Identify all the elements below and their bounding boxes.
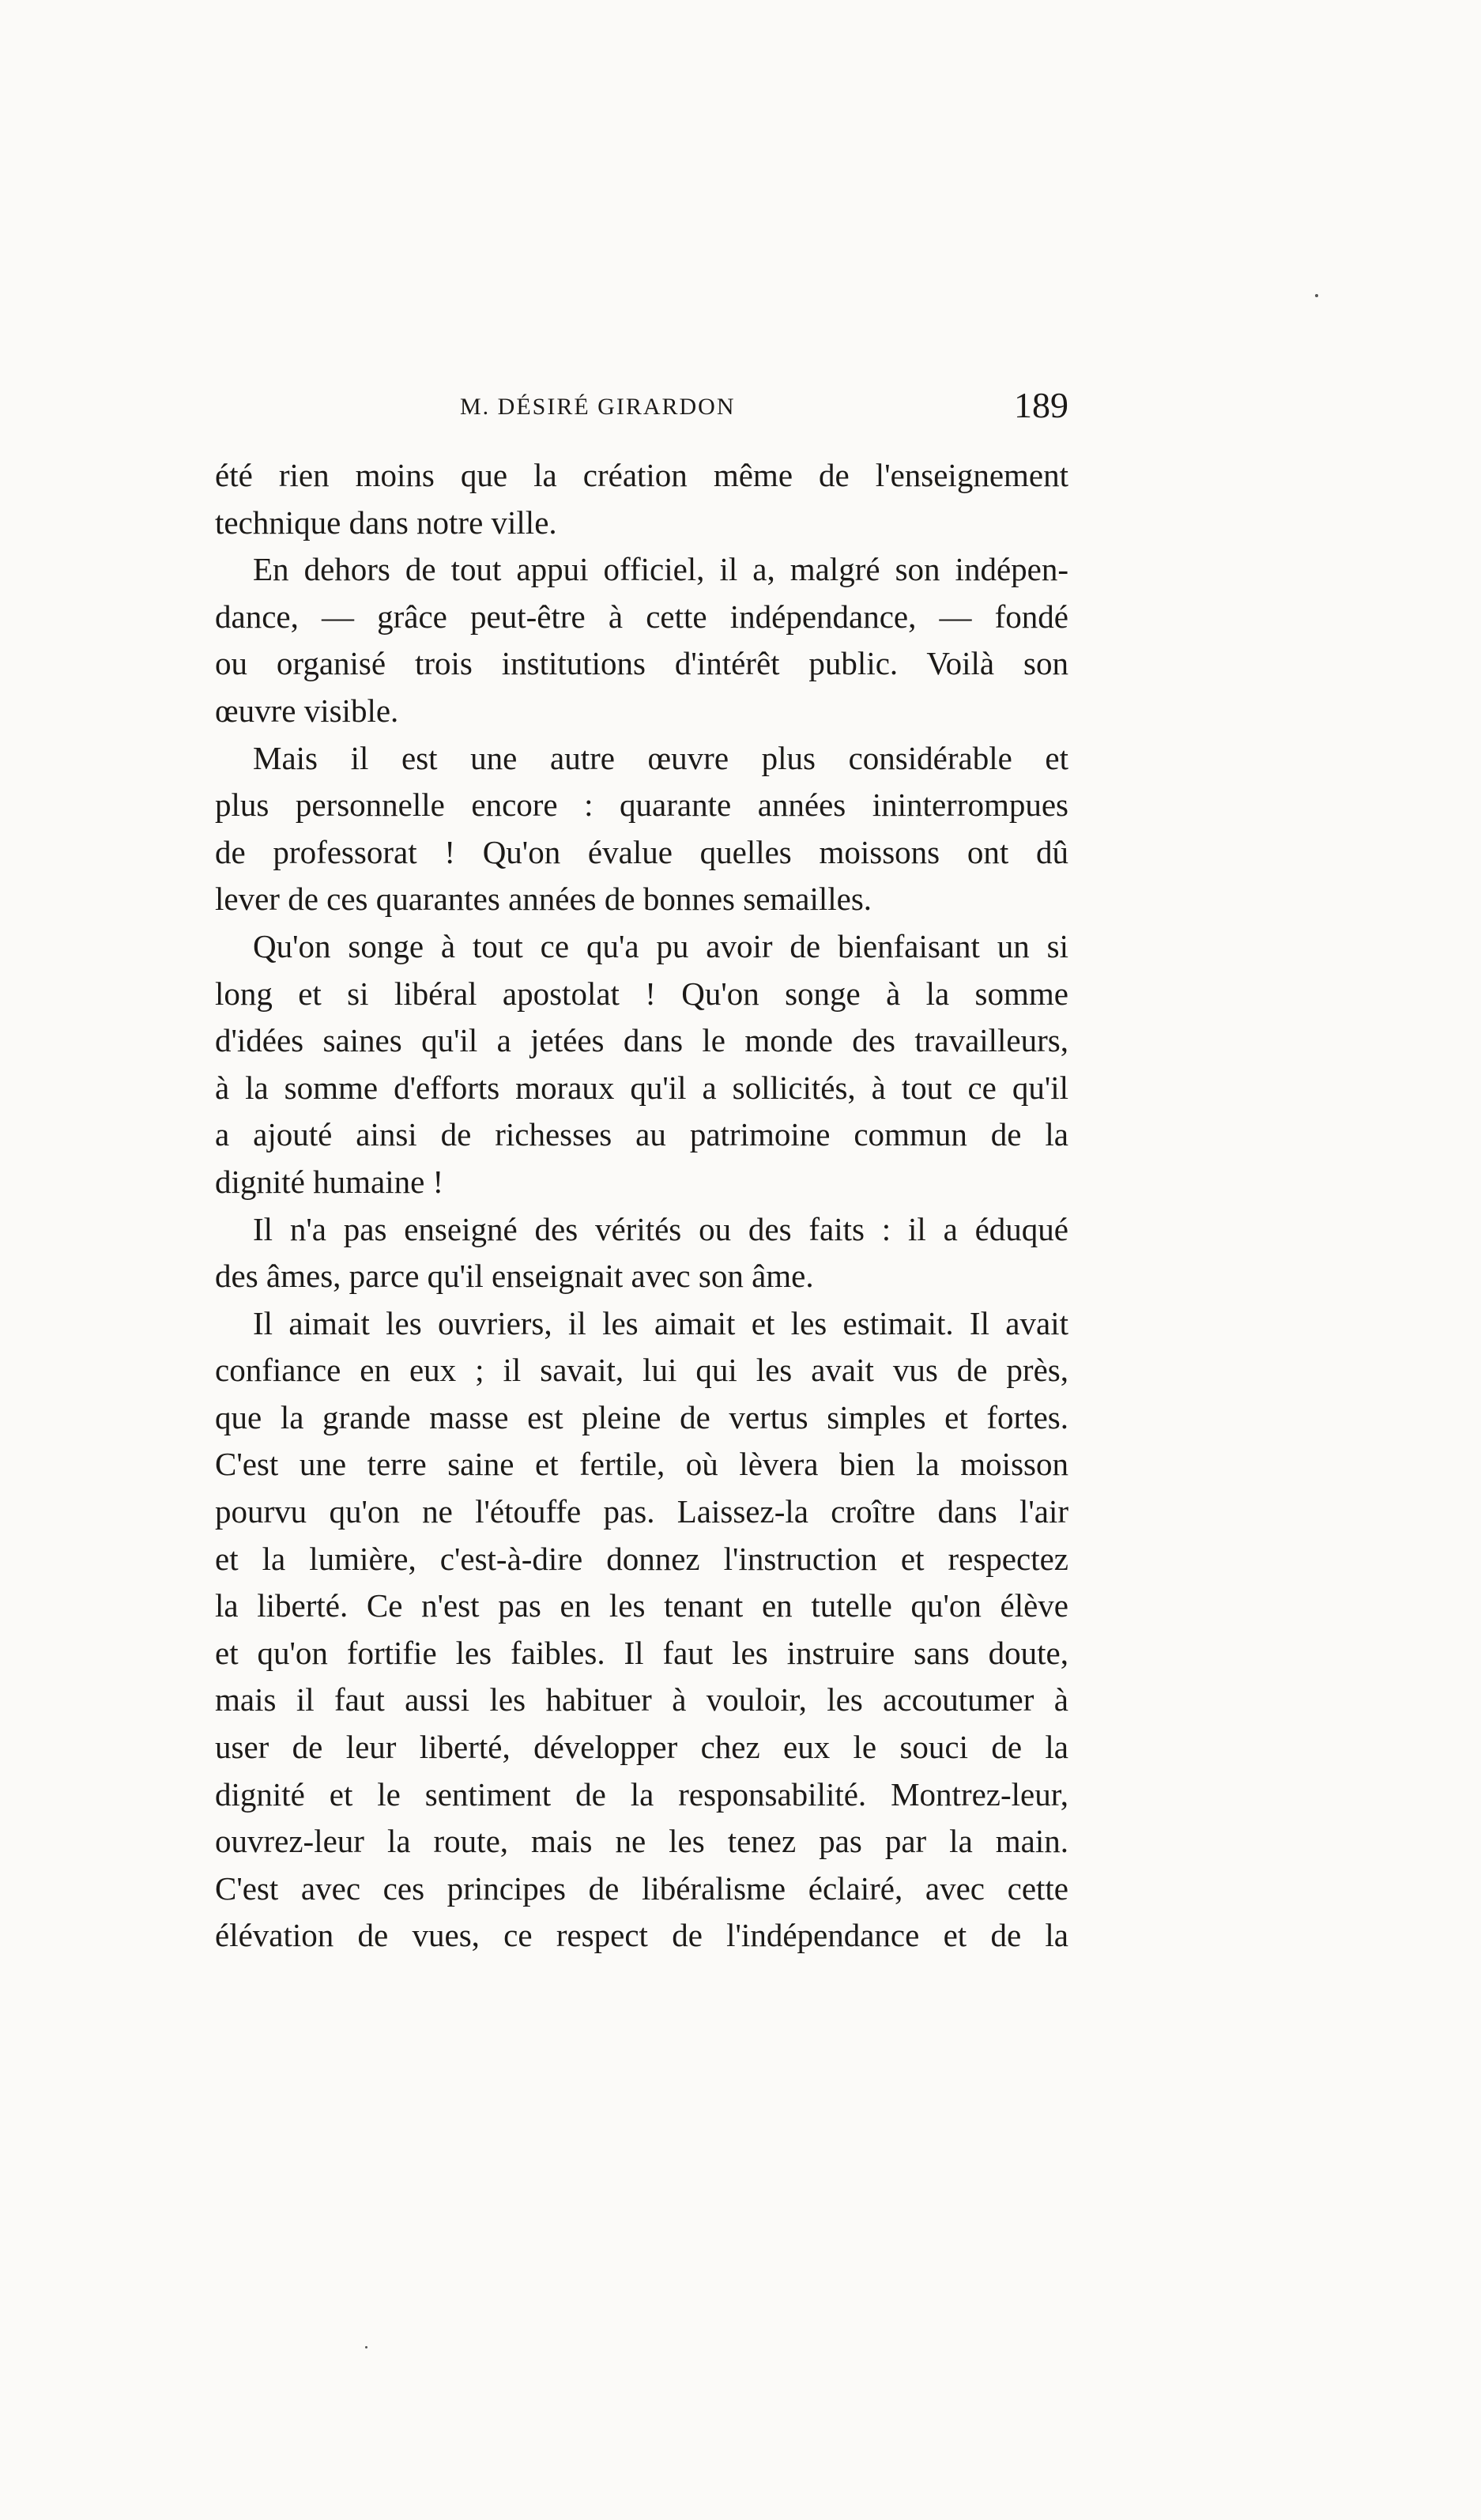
text-line: des âmes, parce qu'il enseignait avec son âme. [215,1258,814,1295]
paragraph [215,452,1068,546]
paragraph [215,1300,1068,1960]
text-line: plus personnelle encore : quarante années ininterrompues [215,787,1068,824]
running-header [215,387,1068,443]
text-line: Il n'a pas enseigné des vérités ou des faits : il a éduqué [253,1210,1068,1247]
text-line: mais il faut aussi les habituer à vouloir, les accoutumer à [215,1681,1068,1718]
body-text [215,452,1068,1960]
text-line: œuvre visible. [215,692,399,729]
text-line: C'est une terre saine et fertile, où lèvera bien la moisson [215,1446,1068,1483]
text-line: technique dans notre ville. [215,504,557,541]
text-line: Il aimait les ouvriers, il les aimait et les estimait. Il avait [253,1304,1068,1341]
text-line: confiance en eux ; il savait, lui qui les avait vus de près, [215,1352,1068,1389]
text-line: ou organisé trois institutions d'intérêt public. Voilà son [215,645,1068,682]
running-title: M. DÉSIRÉ GIRARDON [460,394,736,420]
text-line: à la somme d'efforts moraux qu'il a sollicités, à tout ce qu'il [215,1069,1068,1106]
text-line: été rien moins que la création même de l'enseignement [215,457,1068,493]
paragraph [215,923,1068,1206]
text-line: de professorat ! Qu'on évalue quelles moissons ont dû [215,833,1068,870]
text-line: dignité et le sentiment de la responsabilité. Montrez-leur, [215,1775,1068,1813]
text-line: pourvu qu'on ne l'étouffe pas. Laissez-la croître dans l'air [215,1493,1068,1530]
text-line: et la lumière, c'est-à-dire donnez l'instruction et respectez [215,1540,1068,1577]
text-line: lever de ces quarantes années de bonnes semailles. [215,881,872,918]
page-number: 189 [1014,385,1068,425]
text-line: Mais il est une autre œuvre plus considérable et [253,739,1068,776]
text-line: Qu'on songe à tout ce qu'a pu avoir de bienfaisant un si [253,927,1068,964]
text-line: a ajouté ainsi de richesses au patrimoine commun de la [215,1116,1068,1153]
text-line: élévation de vues, ce respect de l'indépendance et de la [215,1917,1068,1954]
paragraph [215,546,1068,734]
paper-speck [1315,294,1318,297]
text-line: et qu'on fortifie les faibles. Il faut les instruire sans doute, [215,1634,1068,1671]
text-line: d'idées saines qu'il a jetées dans le monde des travailleurs, [215,1022,1068,1059]
text-line: long et si libéral apostolat ! Qu'on songe à la somme [215,975,1068,1012]
text-line: dance, — grâce peut-être à cette indépendance, — fondé [215,598,1068,635]
paragraph [215,735,1068,923]
text-line: dignité humaine ! [215,1163,444,1200]
paragraph [215,1206,1068,1300]
text-line: que la grande masse est pleine de vertus simples et fortes. [215,1398,1068,1435]
text-line: la liberté. Ce n'est pas en les tenant en tutelle qu'on élève [215,1587,1068,1624]
text-line: En dehors de tout appui officiel, il a, malgré son indépen- [253,551,1068,588]
paper-speck [365,2346,367,2348]
text-line: user de leur liberté, développer chez eux le souci de la [215,1729,1068,1766]
text-line: C'est avec ces principes de libéralisme éclairé, avec cette [215,1869,1068,1907]
text-line: ouvrez-leur la route, mais ne les tenez pas par la main. [215,1823,1068,1860]
